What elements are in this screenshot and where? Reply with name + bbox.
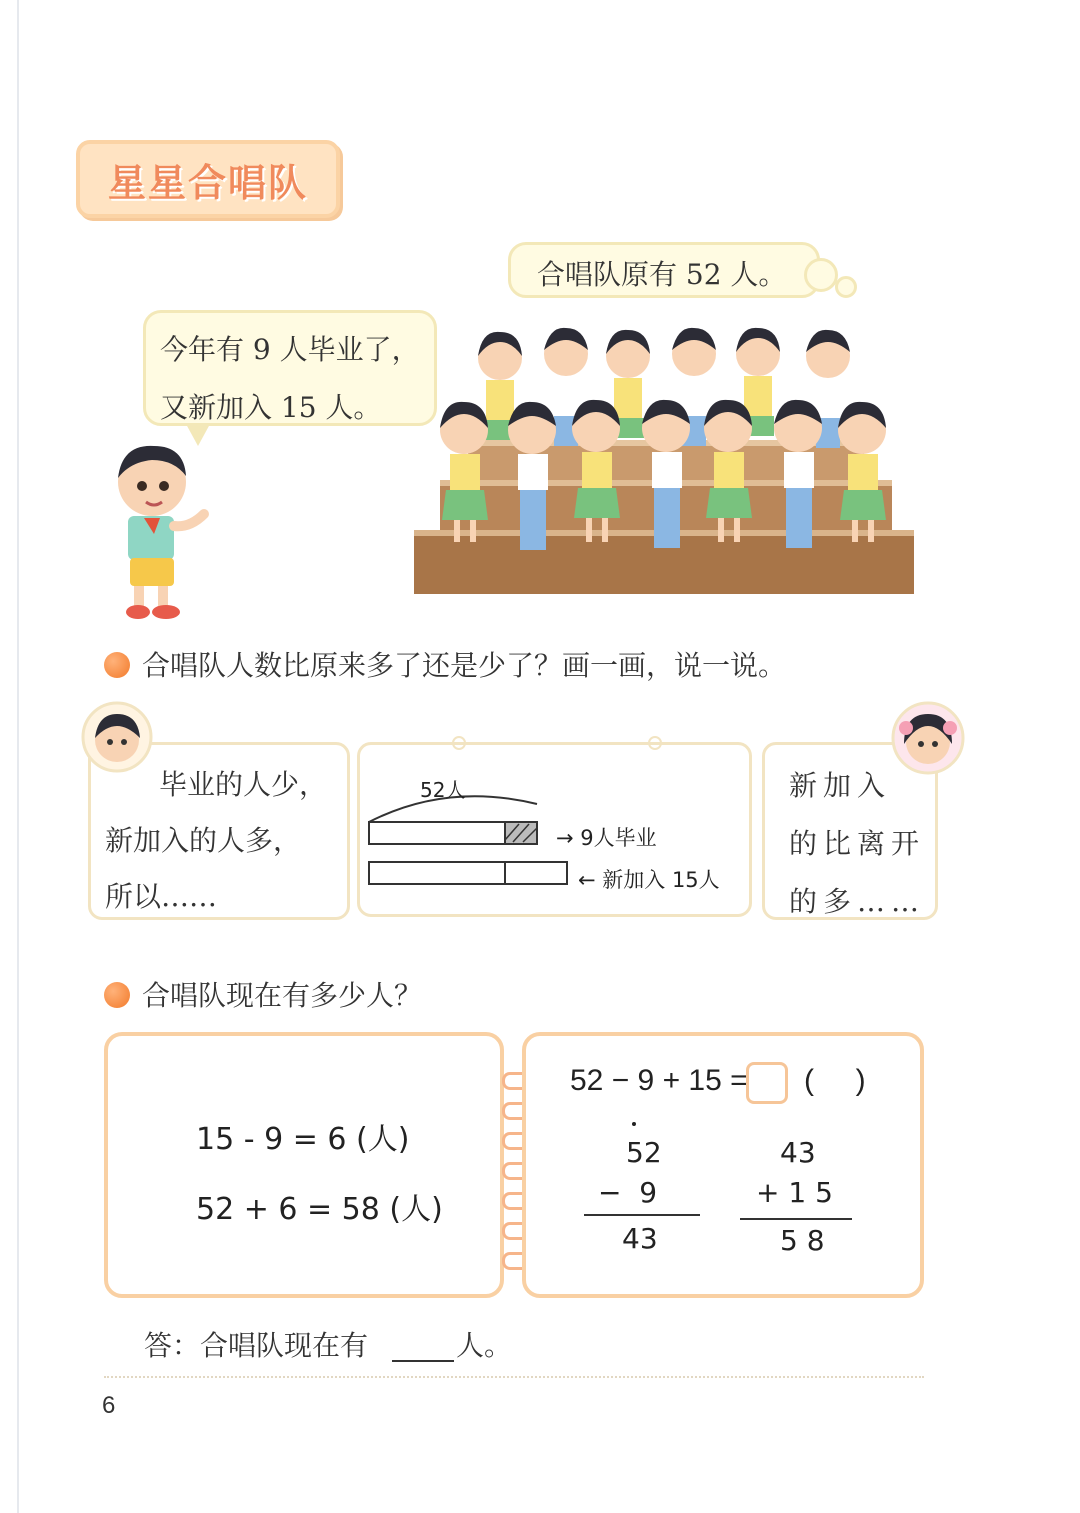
graduated-label: → 9人毕业 xyxy=(556,826,657,850)
clip-ring-right xyxy=(648,736,662,750)
boy-character-illustration xyxy=(104,438,214,623)
subtraction-line xyxy=(584,1214,700,1216)
boy-avatar-icon xyxy=(80,700,154,774)
speech-line-1: 今年有 9 人毕业了， xyxy=(160,333,420,366)
question-bullet-icon xyxy=(104,982,130,1008)
reasoning-line-2: 新加入的人多， xyxy=(105,824,302,857)
calculation-panel-method-1 xyxy=(104,1032,504,1298)
thought-puff-large xyxy=(804,258,838,292)
footer-dotted-divider xyxy=(104,1376,924,1378)
section-title-text: 星星合唱队 xyxy=(107,160,308,205)
combined-equation: 52 − 9 + 15 = xyxy=(570,1064,748,1097)
reasoning-line-3: 的多…… xyxy=(789,885,926,918)
subtraction-result: 43 xyxy=(622,1222,658,1255)
answer-suffix: 人。 xyxy=(456,1329,513,1362)
subtraction-operand: − 9 xyxy=(598,1176,658,1209)
total-label: 52人 xyxy=(420,778,466,802)
answer-prefix: 答：合唱队现在有 xyxy=(144,1329,369,1362)
addition-top: 43 xyxy=(780,1136,816,1169)
reasoning-line-3: 所以…… xyxy=(105,880,218,913)
page-number: 6 xyxy=(102,1392,116,1419)
girl-avatar-icon xyxy=(890,700,966,776)
new-joined-label: ← 新加入 15人 xyxy=(578,868,720,892)
question-bullet-icon xyxy=(104,652,130,678)
clip-ring-left xyxy=(452,736,466,750)
thought-bubble-text: 合唱队原有 52 人。 xyxy=(537,258,787,291)
addition-line xyxy=(740,1218,852,1220)
answer-blank-box[interactable] xyxy=(746,1062,788,1104)
borrow-dot xyxy=(632,1122,636,1126)
speech-bubble-change xyxy=(143,310,437,426)
question-more-or-less: 合唱队人数比原来多了还是少了？画一画，说一说。 xyxy=(142,649,787,682)
reasoning-line-1: 毕业的人少， xyxy=(159,768,328,801)
question-how-many-now: 合唱队现在有多少人？ xyxy=(142,979,423,1012)
reasoning-line-1: 新加入 xyxy=(789,769,892,802)
speech-line-2: 又新加入 15 人。 xyxy=(160,391,382,424)
answer-blank-line[interactable] xyxy=(392,1360,454,1362)
page-margin-line xyxy=(17,0,19,1513)
addition-operand: + 1 5 xyxy=(756,1176,833,1209)
choir-on-stage-illustration xyxy=(410,320,920,600)
calc-step-2: 52 + 6 = 58 (人) xyxy=(196,1192,443,1227)
reasoning-line-2: 的比离开 xyxy=(789,827,926,860)
subtraction-top: 52 xyxy=(626,1136,662,1169)
addition-result: 5 8 xyxy=(780,1224,825,1257)
unit-parentheses: ( ) xyxy=(804,1064,866,1097)
thought-puff-small xyxy=(835,276,857,298)
calc-step-1: 15 - 9 = 6 (人) xyxy=(196,1122,410,1157)
section-title xyxy=(76,140,340,218)
thought-bubble-original-count xyxy=(508,242,820,298)
